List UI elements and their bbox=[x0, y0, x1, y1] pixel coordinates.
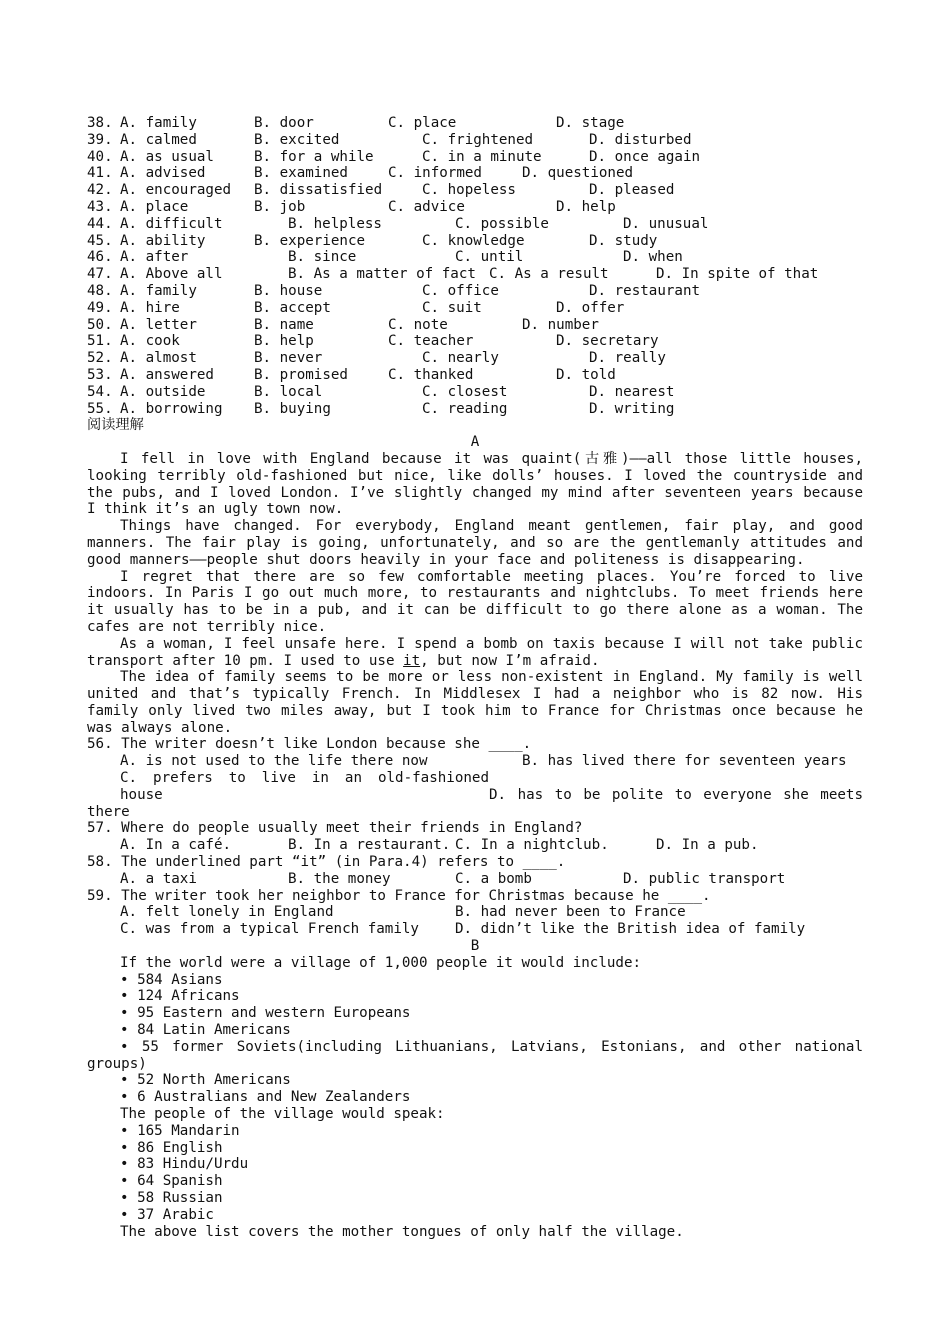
option-d: D. really bbox=[589, 350, 666, 367]
paragraph-text: , but now I’m afraid. bbox=[420, 652, 600, 669]
question-number: 46. bbox=[87, 249, 113, 266]
paragraph: I fell in love with England because it was quaint(古雅)——all those little houses, looking terribly old-fashioned but nice, like dolls’ houses. I loved the countryside and the pubs, and I loved London. I’ve slightly changed my mind after seventeen years because I think it’s an ugly town now. bbox=[87, 450, 863, 518]
list-item: • 124 Africans bbox=[120, 988, 240, 1005]
option-b: B. job bbox=[254, 198, 306, 215]
option-b: B. accept bbox=[254, 299, 331, 316]
question-stem-text: 58. The underlined part “it” (in Para.4) refers to ____. bbox=[87, 854, 566, 871]
option-row bbox=[87, 921, 863, 938]
option-b: B. helpless bbox=[288, 215, 382, 232]
cloze-options bbox=[87, 115, 863, 417]
option-row bbox=[87, 283, 863, 300]
option-b: B. door bbox=[254, 115, 314, 131]
option-row bbox=[87, 317, 863, 334]
option-row bbox=[87, 182, 863, 199]
option-a: A. as usual bbox=[120, 148, 214, 165]
option-row bbox=[87, 266, 863, 283]
option-a: A. place bbox=[120, 198, 189, 215]
question-number: 41. bbox=[87, 165, 113, 182]
option-c: C. was from a typical French family bbox=[120, 921, 419, 938]
option-row bbox=[87, 837, 863, 854]
option-a: A. letter bbox=[120, 316, 197, 333]
list-item: • 84 Latin Americans bbox=[120, 1022, 291, 1039]
list-item: • 37 Arabic bbox=[120, 1206, 214, 1223]
option-a: A. family bbox=[120, 115, 197, 131]
question-stem bbox=[87, 820, 863, 837]
option-row bbox=[87, 249, 863, 266]
option-row bbox=[87, 367, 863, 384]
option-row bbox=[87, 216, 863, 233]
option-b: B. buying bbox=[254, 400, 331, 417]
option-d: D. unusual bbox=[623, 215, 709, 232]
option-row bbox=[87, 753, 863, 770]
option-d: D. disturbed bbox=[589, 131, 692, 148]
list-item: • 58 Russian bbox=[120, 1190, 223, 1206]
option-row bbox=[87, 770, 863, 820]
option-b: B. experience bbox=[254, 232, 366, 249]
list-item: • 64 Spanish bbox=[120, 1173, 223, 1190]
option-c: C. thanked bbox=[388, 366, 474, 383]
option-d: D. when bbox=[623, 249, 683, 266]
option-row bbox=[87, 115, 863, 132]
question-number: 49. bbox=[87, 299, 113, 316]
paragraph: The idea of family seems to be more or less non-existent in England. My family is well united and that’s typically French. In Middlesex I had a neighbor who is 82 now. His family only lived two miles away, but I took him to France for Christmas once because he was always alone. bbox=[87, 669, 863, 736]
question-number: 45. bbox=[87, 232, 113, 249]
option-a: A. Above all bbox=[120, 266, 223, 283]
option-row bbox=[87, 384, 863, 401]
option-a: A. difficult bbox=[120, 215, 223, 232]
option-row bbox=[87, 401, 863, 418]
option-row bbox=[87, 300, 863, 317]
passage-b bbox=[87, 938, 863, 1240]
list-item: • 584 Asians bbox=[120, 971, 223, 988]
option-b: B. local bbox=[254, 383, 323, 400]
option-c: C. nearly bbox=[422, 350, 499, 367]
question-stem bbox=[87, 854, 863, 871]
option-b: B. dissatisfied bbox=[254, 182, 383, 199]
question-number: 48. bbox=[87, 282, 113, 299]
option-row bbox=[87, 149, 863, 166]
option-a: A. after bbox=[120, 249, 189, 266]
option-c: C. advice bbox=[388, 198, 465, 215]
option-c: C. closest bbox=[422, 383, 508, 400]
option-b: B. had never been to France bbox=[455, 904, 686, 921]
question-stem-text: 59. The writer took her neighbor to France for Christmas because he ____. bbox=[87, 887, 711, 904]
option-b: B. the money bbox=[288, 870, 391, 887]
option-b: B. never bbox=[254, 350, 323, 367]
option-d: D. secretary bbox=[556, 333, 659, 350]
option-d: D. offer bbox=[556, 299, 625, 316]
list-item: • 52 North Americans bbox=[120, 1072, 291, 1089]
paragraph-text: As a woman, I feel unsafe here. I spend a bomb on taxis because I will not take public transport after 10 pm. I used to use bbox=[87, 635, 863, 669]
option-c: C. teacher bbox=[388, 333, 474, 350]
paragraph: The people of the village would speak: bbox=[120, 1106, 445, 1123]
option-c: C. As a result bbox=[489, 266, 609, 283]
option-c: C. until bbox=[455, 249, 524, 266]
option-c: C. prefers to live in an old-fashioned house bbox=[120, 770, 489, 803]
option-b: B. promised bbox=[254, 366, 348, 383]
option-a: A. answered bbox=[120, 366, 214, 383]
paragraph: If the world were a village of 1,000 people it would include: bbox=[120, 954, 642, 971]
question-stem-text: 56. The writer doesn’t like London because she ____. bbox=[87, 736, 532, 753]
option-d: D. has to be polite to everyone she meets there bbox=[87, 786, 863, 820]
question-number: 53. bbox=[87, 366, 113, 383]
option-row bbox=[87, 333, 863, 350]
option-d: D. public transport bbox=[623, 870, 786, 887]
option-d: D. study bbox=[589, 232, 658, 249]
option-a: A. outside bbox=[120, 383, 206, 400]
option-row bbox=[87, 199, 863, 216]
option-a: A. calmed bbox=[120, 131, 197, 148]
option-c: C. informed bbox=[388, 165, 482, 182]
option-b: B. examined bbox=[254, 165, 348, 182]
option-b: B. name bbox=[254, 316, 314, 333]
question-number: 43. bbox=[87, 198, 113, 215]
option-b: B. help bbox=[254, 333, 314, 350]
list-item: • 95 Eastern and western Europeans bbox=[120, 1005, 411, 1022]
option-d: D. writing bbox=[589, 400, 675, 417]
option-d: D. stage bbox=[556, 115, 625, 131]
option-d: D. didn’t like the British idea of family bbox=[455, 921, 806, 938]
option-a: A. cook bbox=[120, 333, 180, 350]
option-a: A. ability bbox=[120, 232, 206, 249]
question-number: 54. bbox=[87, 383, 113, 400]
option-c: C. office bbox=[422, 282, 499, 299]
list-item: • 55 former Soviets(including Lithuanians, Latvians, Estonians, and other national groups) bbox=[87, 1038, 863, 1072]
paragraph: The above list covers the mother tongues of only half the village. bbox=[120, 1223, 684, 1240]
questions bbox=[87, 736, 863, 938]
option-d: D. once again bbox=[589, 148, 701, 165]
option-d: D. pleased bbox=[589, 182, 675, 199]
option-b: B. house bbox=[254, 282, 323, 299]
option-c: C. possible bbox=[455, 215, 549, 232]
option-c: C. in a minute bbox=[422, 148, 542, 165]
option-c: C. a bomb bbox=[455, 870, 532, 887]
list-item: • 165 Mandarin bbox=[120, 1122, 240, 1139]
option-b: B. As a matter of fact bbox=[288, 266, 476, 283]
option-a: A. is not used to the life there now bbox=[120, 753, 428, 770]
option-b: B. for a while bbox=[254, 148, 374, 165]
option-row bbox=[87, 904, 863, 921]
option-a: A. advised bbox=[120, 165, 206, 182]
paragraph bbox=[87, 636, 863, 670]
option-a: A. almost bbox=[120, 350, 197, 367]
underlined-word: it bbox=[403, 652, 421, 669]
option-a: A. hire bbox=[120, 299, 180, 316]
option-row bbox=[87, 165, 863, 182]
option-c: C. place bbox=[388, 115, 457, 131]
document-page bbox=[87, 115, 863, 1240]
list-item: • 83 Hindu/Urdu bbox=[120, 1156, 249, 1173]
option-d: D. help bbox=[556, 198, 616, 215]
option-b: B. has lived there for seventeen years bbox=[522, 753, 847, 770]
option-d: D. told bbox=[556, 366, 616, 383]
option-d: D. In spite of that bbox=[656, 266, 819, 283]
option-c: C. knowledge bbox=[422, 232, 525, 249]
paragraph: Things have changed. For everybody, England meant gentlemen, fair play, and good manners. The fair play is going, unfortunately, and so are the gentlemanly attitudes and good manners——people shut doors heavily in your face and politeness is disappearing. bbox=[87, 518, 863, 568]
option-row bbox=[87, 132, 863, 149]
question-number: 44. bbox=[87, 215, 113, 232]
option-d: D. In a pub. bbox=[656, 837, 759, 854]
question-stem bbox=[87, 888, 863, 905]
option-a: A. encouraged bbox=[120, 182, 232, 199]
option-a: A. felt lonely in England bbox=[120, 904, 334, 921]
option-d: D. questioned bbox=[522, 165, 634, 182]
passage-a bbox=[87, 434, 863, 736]
list-item: • 6 Australians and New Zealanders bbox=[120, 1089, 411, 1106]
option-c: C. reading bbox=[422, 400, 508, 417]
option-c: C. suit bbox=[422, 299, 482, 316]
question-stem bbox=[87, 736, 863, 753]
option-c: C. note bbox=[388, 316, 448, 333]
option-a: A. borrowing bbox=[120, 400, 223, 417]
question-number: 38. bbox=[87, 115, 113, 131]
option-d: D. nearest bbox=[589, 383, 675, 400]
question-number: 51. bbox=[87, 333, 113, 350]
option-b: B. excited bbox=[254, 131, 340, 148]
option-c: C. frightened bbox=[422, 131, 534, 148]
question-number: 40. bbox=[87, 148, 113, 165]
option-row bbox=[87, 871, 863, 888]
question-number: 50. bbox=[87, 316, 113, 333]
question-number: 52. bbox=[87, 350, 113, 367]
option-b: B. In a restaurant. bbox=[288, 837, 451, 854]
question-number: 47. bbox=[87, 266, 113, 283]
option-b: B. since bbox=[288, 249, 357, 266]
passage-label: A bbox=[470, 434, 480, 451]
section-title: 阅读理解 bbox=[87, 417, 144, 434]
question-number: 42. bbox=[87, 182, 113, 199]
option-c: C. hopeless bbox=[422, 182, 516, 199]
list-item: • 86 English bbox=[120, 1139, 223, 1156]
option-a: A. family bbox=[120, 282, 197, 299]
paragraph: I regret that there are so few comfortable meeting places. You’re forced to live indoors. In Paris I go out much more, to restaurants and nightclubs. To meet friends here it usually has to be in a pub, and it can be difficult to go there alone as a woman. The cafes are not terribly nice. bbox=[87, 568, 863, 635]
option-c: C. In a nightclub. bbox=[455, 837, 609, 854]
passage-label: B bbox=[470, 938, 480, 955]
question-number: 39. bbox=[87, 131, 113, 148]
option-row bbox=[87, 233, 863, 250]
option-a: A. a taxi bbox=[120, 870, 197, 887]
question-number: 55. bbox=[87, 400, 113, 417]
option-d: D. restaurant bbox=[589, 282, 701, 299]
option-row bbox=[87, 350, 863, 367]
option-a: A. In a café. bbox=[120, 837, 232, 854]
question-stem-text: 57. Where do people usually meet their friends in England? bbox=[87, 820, 583, 837]
option-d: D. number bbox=[522, 316, 599, 333]
